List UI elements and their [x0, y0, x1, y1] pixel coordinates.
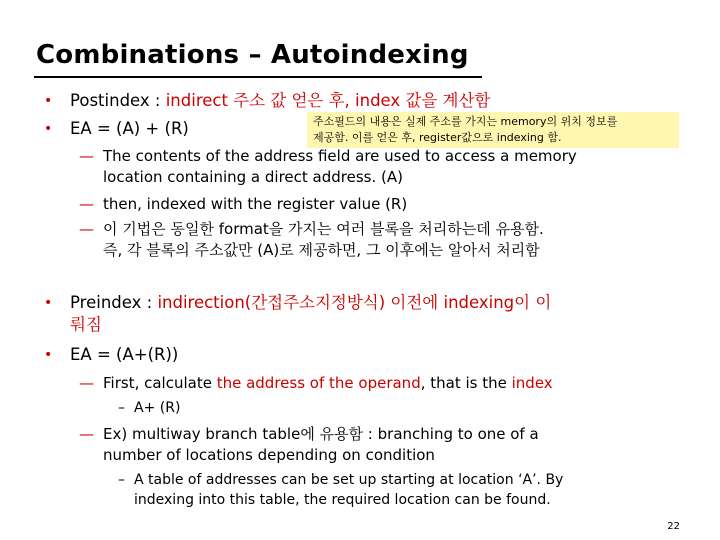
callout-line-2: 제공함. 이를 얻은 후, register값으로 indexing 함.: [313, 131, 562, 144]
postindex-label: Postindex :: [70, 91, 161, 110]
sub-dash: —: [79, 147, 94, 165]
text-part: 이 기법은 동일한: [103, 220, 219, 238]
slide-title: Combinations – Autoindexing: [36, 40, 469, 70]
bullet-postindex: [44, 90, 491, 112]
text-part: format: [218, 220, 269, 238]
text-part: First, calculate: [103, 374, 217, 392]
preindex-label: Preindex :: [70, 293, 153, 312]
bullet-ea-preindex: [44, 344, 179, 366]
bullet-dot: •: [44, 93, 53, 109]
preindex-description: indirection(간접주소지정방식) 이전에 indexing이 이: [157, 293, 552, 312]
postindex-description: indirect 주소 값 얻은 후, index 값을 계산함: [165, 91, 491, 110]
sub-dash: —: [79, 220, 94, 238]
page-number: 22: [667, 521, 680, 532]
sub-first-calculate: [79, 373, 553, 394]
sub-line-1: Ex) multiway branch table에 유용함 : branching to one of a: [103, 425, 539, 443]
bullet-preindex: [44, 292, 552, 336]
ea-formula: EA = (A) + (R): [70, 119, 189, 138]
subsub-text: A+ (R): [134, 400, 181, 416]
bullet-ea-postindex: [44, 118, 189, 140]
bullet-dot: •: [44, 347, 53, 363]
subsub-line-2: indexing into this table, the required location can be found.: [134, 492, 551, 508]
text-part: the address of the operand: [216, 374, 421, 392]
text-part: 을 가지는 여러 블록을 처리하는데 유용함.: [268, 220, 544, 238]
sub-line-2: location containing a direct address. (A): [103, 168, 403, 186]
sub-dash: —: [79, 195, 94, 213]
subsub-dash: –: [118, 400, 125, 416]
sub-dash: —: [79, 374, 94, 392]
text-part: , that is the: [420, 374, 512, 392]
bullet-dot: •: [44, 121, 53, 137]
preindex-description-cont: 뤄짐: [70, 315, 102, 334]
sub-line: then, indexed with the register value (R): [103, 195, 408, 213]
title-underline: [34, 76, 482, 78]
subsub-table-addresses: [118, 470, 564, 510]
sub-line-1: [103, 219, 544, 240]
text-part: index: [511, 374, 553, 392]
callout-line-1: 주소필드의 내용은 실제 주소를 가지는 memory의 위치 정보를: [313, 115, 618, 128]
callout-note: [307, 112, 679, 148]
sub-contents-address: [79, 146, 577, 188]
sub-korean-note: [79, 219, 544, 261]
ea-formula: EA = (A+(R)): [70, 345, 179, 364]
subsub-line-1: A table of addresses can be set up starting at location ‘A’. By: [134, 472, 564, 488]
sub-line-1: The contents of the address field are used to access a memory: [103, 147, 577, 165]
subsub-dash: –: [118, 472, 125, 488]
sub-dash: —: [79, 425, 94, 443]
bullet-dot: •: [44, 295, 53, 311]
sub-line-2: 즉, 각 블록의 주소값만 (A)로 제공하면, 그 이후에는 알아서 처리함: [103, 241, 540, 259]
sub-indexed-register: [79, 194, 408, 215]
sub-example-branch: [79, 424, 539, 466]
sub-line: [103, 373, 553, 394]
sub-line-2: number of locations depending on condition: [103, 446, 435, 464]
subsub-a-plus-r: [118, 398, 181, 418]
